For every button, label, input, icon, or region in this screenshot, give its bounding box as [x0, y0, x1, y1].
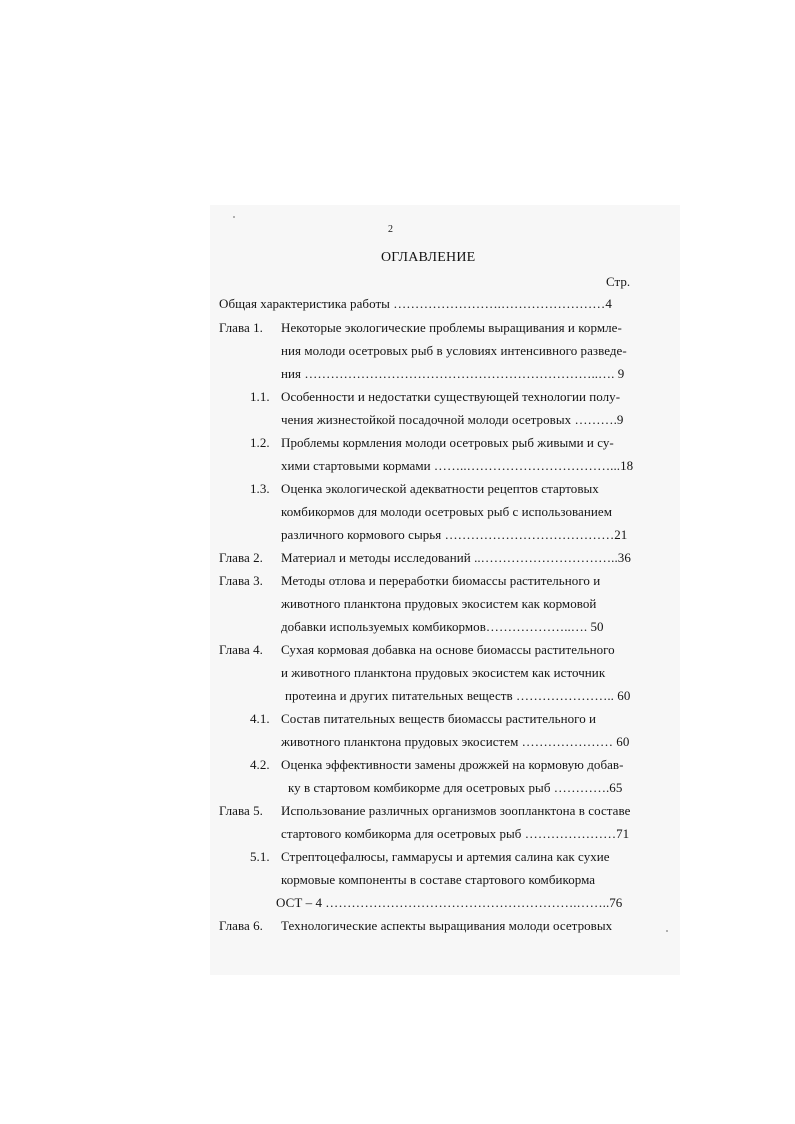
toc-entry-chapter-4: Сухая кормовая добавка на основе биомассы растительного — [281, 642, 615, 657]
toc-label-chapter-4: Глава 4. — [219, 642, 263, 657]
toc-entry-section-1-1: Особенности и недостатки существующей технологии полу- — [281, 389, 621, 404]
toc-entry-section-1-3-cont: комбикормов для молоди осетровых рыб с использованием — [281, 504, 612, 519]
toc-entry-section-1-2: Проблемы кормления молоди осетровых рыб живыми и су- — [281, 435, 614, 450]
toc-label-chapter-2: Глава 2. — [219, 550, 263, 565]
toc-entry-section-1-3-cont: различного кормового сырья …………………………………21 — [281, 527, 628, 542]
toc-label-chapter-1: Глава 1. — [219, 320, 263, 335]
toc-entry-section-4-2: Оценка эффективности замены дрожжей на кормовую добав- — [281, 757, 624, 772]
toc-label-section-1-1: 1.1. — [250, 389, 270, 404]
toc-entry-section-4-1: Состав питательных веществ биомассы растительного и — [281, 711, 597, 726]
toc-entry-chapter-3-cont: добавки используемых комбикормов………………..…. 50 — [281, 619, 604, 634]
page-number: 2 — [388, 224, 393, 235]
toc-entry-section-5-1: Стрептоцефалюсы, гаммарусы и артемия салина как сухие — [281, 849, 610, 864]
toc-entry-chapter-1: Некоторые экологические проблемы выращивания и кормле- — [281, 320, 622, 335]
toc-entry-chapter-1-cont: ния …………………………………………………………..…. 9 — [281, 366, 625, 381]
scan-speck — [666, 930, 668, 932]
toc-entry-chapter-5: Использование различных организмов зоопланктона в составе — [281, 803, 631, 818]
toc-label-section-5-1: 5.1. — [250, 849, 270, 864]
toc-entry-chapter-5-cont: стартового комбикорма для осетровых рыб …………………71 — [281, 826, 630, 841]
toc-label-chapter-5: Глава 5. — [219, 803, 263, 818]
toc-entry-chapter-3: Методы отлова и переработки биомассы растительного и — [281, 573, 601, 588]
toc-entry-chapter-4-cont: и животного планктона прудовых экосистем как источник — [281, 665, 606, 680]
toc-label-chapter-3: Глава 3. — [219, 573, 263, 588]
toc-label-chapter-6: Глава 6. — [219, 918, 263, 933]
toc-entry-general: Общая характеристика работы …………………….……………………4 — [219, 296, 612, 311]
toc-entry-chapter-3-cont: животного планктона прудовых экосистем как кормовой — [281, 596, 597, 611]
toc-entry-section-5-1-cont: ОСТ – 4 ………………………………………………….……..76 — [276, 895, 623, 910]
toc-entry-chapter-4-cont: протеина и других питательных веществ ………………….. 60 — [285, 688, 631, 703]
toc-entry-chapter-2: Материал и методы исследований ..…………………………..36 — [281, 550, 631, 565]
toc-label-section-1-2: 1.2. — [250, 435, 270, 450]
toc-entry-chapter-6: Технологические аспекты выращивания молоди осетровых — [281, 918, 613, 933]
toc-entry-section-1-1-cont: чения жизнестойкой посадочной молоди осетровых ……….9 — [281, 412, 624, 427]
toc-entry-section-4-1-cont: животного планктона прудовых экосистем ………………… 60 — [281, 734, 630, 749]
toc-entry-chapter-1-cont: ния молоди осетровых рыб в условиях интенсивного разведе- — [281, 343, 627, 358]
toc-entry-section-1-3: Оценка экологической адекватности рецептов стартовых — [281, 481, 599, 496]
toc-label-section-4-2: 4.2. — [250, 757, 270, 772]
toc-entry-section-1-2-cont: хими стартовыми кормами ……..……………………………...18 — [281, 458, 634, 473]
toc-label-section-4-1: 4.1. — [250, 711, 270, 726]
toc-entry-section-5-1-cont: кормовые компоненты в составе стартового комбикорма — [281, 872, 596, 887]
page-title: ОГЛАВЛЕНИЕ — [381, 250, 476, 265]
toc-entry-section-4-2-cont: ку в стартовом комбикорме для осетровых рыб ………….65 — [288, 780, 623, 795]
toc-label-section-1-3: 1.3. — [250, 481, 270, 496]
scan-speck — [233, 216, 235, 218]
page-column-label: Стр. — [606, 274, 631, 289]
